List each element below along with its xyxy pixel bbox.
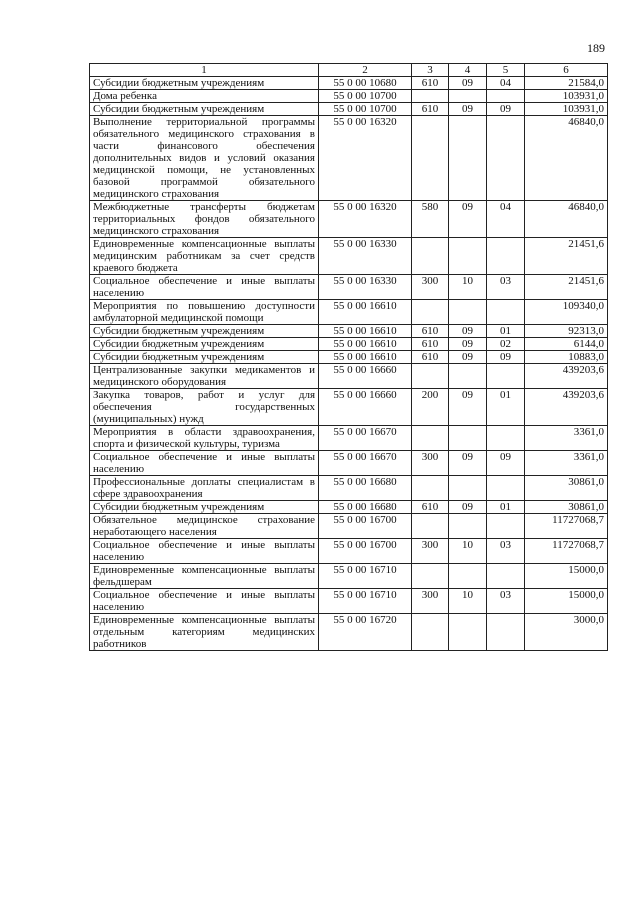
section-code: 09: [449, 325, 487, 338]
target-code: 55 0 00 10700: [319, 90, 412, 103]
column-header: 4: [449, 64, 487, 77]
subsection-code: [487, 476, 525, 501]
item-name: Субсидии бюджетным учреждениям: [90, 103, 319, 116]
target-code: 55 0 00 16320: [319, 201, 412, 238]
subsection-code: [487, 300, 525, 325]
subsection-code: 02: [487, 338, 525, 351]
amount: 10883,0: [525, 351, 608, 364]
amount: 103931,0: [525, 90, 608, 103]
subsection-code: [487, 90, 525, 103]
expense-type: [412, 90, 449, 103]
item-name: Обязательное медицинское страхование неработающего населения: [90, 514, 319, 539]
target-code: 55 0 00 16710: [319, 589, 412, 614]
section-code: 10: [449, 539, 487, 564]
table-row: [90, 103, 608, 116]
section-code: [449, 614, 487, 651]
table-row: [90, 300, 608, 325]
expense-type: 610: [412, 77, 449, 90]
target-code: 55 0 00 16670: [319, 426, 412, 451]
section-code: [449, 238, 487, 275]
expense-type: [412, 564, 449, 589]
target-code: 55 0 00 16670: [319, 451, 412, 476]
column-header: 3: [412, 64, 449, 77]
expense-type: [412, 364, 449, 389]
column-header: 2: [319, 64, 412, 77]
subsection-code: 04: [487, 201, 525, 238]
table-row: [90, 338, 608, 351]
subsection-code: 03: [487, 275, 525, 300]
table-row: [90, 501, 608, 514]
expense-type: 300: [412, 451, 449, 476]
item-name: Выполнение территориальной программы обязательного медицинского страхования в части финансового обеспечения дополнительных видов и условий оказания медицинской помощи, не установленных базовой программой обязательного медицинского страхования: [90, 116, 319, 201]
target-code: 55 0 00 16610: [319, 338, 412, 351]
header-row: [90, 64, 608, 77]
expense-type: 610: [412, 351, 449, 364]
expense-type: 300: [412, 539, 449, 564]
section-code: 09: [449, 201, 487, 238]
item-name: Межбюджетные трансферты бюджетам территориальных фондов обязательного медицинского страхования: [90, 201, 319, 238]
item-name: Субсидии бюджетным учреждениям: [90, 338, 319, 351]
amount: 21451,6: [525, 238, 608, 275]
item-name: Закупка товаров, работ и услуг для обеспечения государственных (муниципальных) нужд: [90, 389, 319, 426]
column-header: 5: [487, 64, 525, 77]
amount: 21451,6: [525, 275, 608, 300]
table-row: [90, 476, 608, 501]
amount: 3000,0: [525, 614, 608, 651]
target-code: 55 0 00 10680: [319, 77, 412, 90]
target-code: 55 0 00 16330: [319, 238, 412, 275]
subsection-code: 03: [487, 539, 525, 564]
section-code: 09: [449, 451, 487, 476]
subsection-code: 09: [487, 351, 525, 364]
target-code: 55 0 00 16660: [319, 389, 412, 426]
item-name: Субсидии бюджетным учреждениям: [90, 501, 319, 514]
subsection-code: [487, 614, 525, 651]
expense-type: 610: [412, 325, 449, 338]
section-code: [449, 426, 487, 451]
column-header: 6: [525, 64, 608, 77]
expense-type: 610: [412, 103, 449, 116]
expense-type: 610: [412, 501, 449, 514]
amount: 11727068,7: [525, 514, 608, 539]
table-row: [90, 451, 608, 476]
page-number: 189: [587, 41, 605, 55]
section-code: 10: [449, 589, 487, 614]
section-code: [449, 514, 487, 539]
amount: 6144,0: [525, 338, 608, 351]
target-code: 55 0 00 16720: [319, 614, 412, 651]
table-row: [90, 116, 608, 201]
subsection-code: 09: [487, 451, 525, 476]
target-code: 55 0 00 16610: [319, 351, 412, 364]
amount: 15000,0: [525, 589, 608, 614]
expense-type: [412, 614, 449, 651]
amount: 3361,0: [525, 426, 608, 451]
item-name: Социальное обеспечение и иные выплаты населению: [90, 539, 319, 564]
amount: 30861,0: [525, 476, 608, 501]
table-row: [90, 389, 608, 426]
amount: 21584,0: [525, 77, 608, 90]
target-code: 55 0 00 16610: [319, 325, 412, 338]
expense-type: [412, 116, 449, 201]
target-code: 55 0 00 16610: [319, 300, 412, 325]
section-code: 09: [449, 389, 487, 426]
section-code: [449, 116, 487, 201]
item-name: Субсидии бюджетным учреждениям: [90, 325, 319, 338]
subsection-code: 01: [487, 325, 525, 338]
amount: 30861,0: [525, 501, 608, 514]
target-code: 55 0 00 16330: [319, 275, 412, 300]
section-code: 09: [449, 501, 487, 514]
budget-table: [89, 63, 608, 651]
table-row: [90, 364, 608, 389]
table-row: [90, 426, 608, 451]
table-row: [90, 514, 608, 539]
table-row: [90, 275, 608, 300]
item-name: Мероприятия в области здравоохранения, спорта и физической культуры, туризма: [90, 426, 319, 451]
section-code: [449, 476, 487, 501]
subsection-code: [487, 426, 525, 451]
item-name: Единовременные компенсационные выплаты отдельным категориям медицинских работников: [90, 614, 319, 651]
subsection-code: 01: [487, 389, 525, 426]
subsection-code: 03: [487, 589, 525, 614]
item-name: Социальное обеспечение и иные выплаты населению: [90, 451, 319, 476]
section-code: [449, 564, 487, 589]
table-row: [90, 589, 608, 614]
item-name: Социальное обеспечение и иные выплаты населению: [90, 589, 319, 614]
amount: 46840,0: [525, 201, 608, 238]
expense-type: [412, 514, 449, 539]
item-name: Субсидии бюджетным учреждениям: [90, 77, 319, 90]
item-name: Единовременные компенсационные выплаты фельдшерам: [90, 564, 319, 589]
section-code: [449, 90, 487, 103]
expense-type: [412, 476, 449, 501]
table-row: [90, 238, 608, 275]
subsection-code: 01: [487, 501, 525, 514]
column-header: 1: [90, 64, 319, 77]
amount: 103931,0: [525, 103, 608, 116]
expense-type: 300: [412, 275, 449, 300]
section-code: 09: [449, 77, 487, 90]
amount: 46840,0: [525, 116, 608, 201]
target-code: 55 0 00 16680: [319, 476, 412, 501]
subsection-code: 09: [487, 103, 525, 116]
expense-type: [412, 300, 449, 325]
target-code: 55 0 00 16710: [319, 564, 412, 589]
amount: 11727068,7: [525, 539, 608, 564]
expense-type: 610: [412, 338, 449, 351]
amount: 439203,6: [525, 364, 608, 389]
target-code: 55 0 00 16700: [319, 539, 412, 564]
subsection-code: [487, 564, 525, 589]
amount: 15000,0: [525, 564, 608, 589]
item-name: Социальное обеспечение и иные выплаты населению: [90, 275, 319, 300]
target-code: 55 0 00 16660: [319, 364, 412, 389]
expense-type: [412, 426, 449, 451]
expense-type: 580: [412, 201, 449, 238]
section-code: 10: [449, 275, 487, 300]
expense-type: 300: [412, 589, 449, 614]
item-name: Мероприятия по повышению доступности амбулаторной медицинской помощи: [90, 300, 319, 325]
section-code: 09: [449, 351, 487, 364]
target-code: 55 0 00 16320: [319, 116, 412, 201]
amount: 439203,6: [525, 389, 608, 426]
section-code: 09: [449, 338, 487, 351]
item-name: Субсидии бюджетным учреждениям: [90, 351, 319, 364]
table-row: [90, 77, 608, 90]
section-code: [449, 300, 487, 325]
amount: 92313,0: [525, 325, 608, 338]
table-row: [90, 325, 608, 338]
item-name: Дома ребенка: [90, 90, 319, 103]
expense-type: [412, 238, 449, 275]
section-code: [449, 364, 487, 389]
table-row: [90, 564, 608, 589]
subsection-code: 04: [487, 77, 525, 90]
item-name: Профессиональные доплаты специалистам в сфере здравоохранения: [90, 476, 319, 501]
table-row: [90, 539, 608, 564]
table-row: [90, 90, 608, 103]
item-name: Централизованные закупки медикаментов и медицинского оборудования: [90, 364, 319, 389]
target-code: 55 0 00 10700: [319, 103, 412, 116]
expense-type: 200: [412, 389, 449, 426]
target-code: 55 0 00 16680: [319, 501, 412, 514]
table-row: [90, 614, 608, 651]
amount: 109340,0: [525, 300, 608, 325]
target-code: 55 0 00 16700: [319, 514, 412, 539]
table-row: [90, 351, 608, 364]
subsection-code: [487, 514, 525, 539]
subsection-code: [487, 364, 525, 389]
subsection-code: [487, 238, 525, 275]
item-name: Единовременные компенсационные выплаты медицинским работникам за счет средств краевого бюджета: [90, 238, 319, 275]
table-row: [90, 201, 608, 238]
section-code: 09: [449, 103, 487, 116]
amount: 3361,0: [525, 451, 608, 476]
subsection-code: [487, 116, 525, 201]
